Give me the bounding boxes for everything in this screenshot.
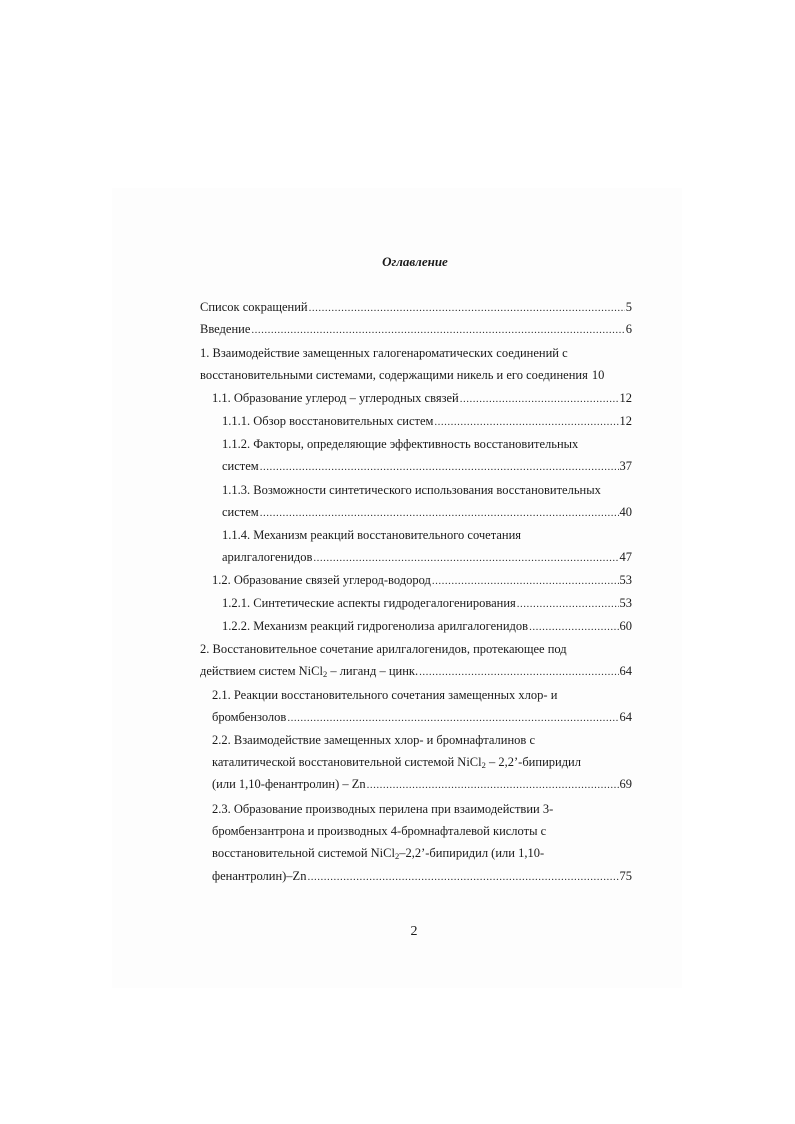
toc-entry-text: фенантролин)–Zn	[212, 869, 307, 883]
toc-entry-text: действием систем NiCl$_2$ – лиганд – цинк.	[200, 664, 419, 679]
toc-page: 69	[619, 777, 632, 791]
toc-entry-1-1-3-line1[interactable]: 1.1.3. Возможности синтетического использования восстановительных	[222, 483, 601, 497]
dot-leader	[251, 321, 624, 339]
dot-leader	[260, 504, 619, 522]
dot-leader	[307, 868, 618, 886]
dot-leader	[432, 572, 619, 590]
toc-page: 75	[619, 869, 632, 883]
page-number: 2	[410, 924, 418, 939]
toc-entry-2-2-line1[interactable]: 2.2. Взаимодействие замещенных хлор- и бромнафталинов с	[212, 733, 536, 747]
toc-entry-1-1-1[interactable]	[222, 412, 632, 430]
toc-entry-text: 1.2.1. Синтетические аспекты гидродегалогенирования	[222, 596, 516, 610]
toc-entry-2-1-line1[interactable]: 2.1. Реакции восстановительного сочетания замещенных хлор- и	[212, 688, 558, 702]
toc-entry-text: систем	[222, 505, 259, 519]
toc-entry-1-1-4-line1[interactable]: 1.1.4. Механизм реакций восстановительного сочетания	[222, 528, 522, 542]
dot-leader	[309, 299, 625, 317]
toc-entry-1-1-2[interactable]	[222, 457, 632, 475]
toc-entry-text: 1.1. Образование углерод – углеродных связей	[212, 391, 459, 405]
dot-leader	[260, 458, 619, 476]
toc-page: 64	[619, 664, 632, 678]
toc-page: 10	[591, 368, 605, 382]
dot-leader	[529, 618, 618, 636]
dot-leader	[313, 549, 618, 567]
page-title: Оглавление	[382, 254, 448, 269]
toc-entry-chapter-1-line1[interactable]: 1. Взаимодействие замещенных галогенароматических соединений с	[200, 346, 568, 360]
dot-leader	[434, 413, 618, 431]
toc-entry-text: Список сокращений	[200, 300, 308, 314]
toc-page: 60	[619, 619, 632, 633]
toc-entry-text: арилгалогенидов	[222, 550, 313, 564]
toc-entry-2-3-line1[interactable]: 2.3. Образование производных перилена при взаимодействии 3-	[212, 802, 554, 816]
toc-entry-introduction[interactable]	[200, 320, 632, 338]
dot-leader	[460, 390, 619, 408]
toc-page: 5	[625, 300, 632, 314]
toc-entry-chapter-2[interactable]	[200, 662, 632, 680]
toc-entry-text: восстановительными системами, содержащими никель и его соединения	[200, 368, 588, 382]
dot-leader	[419, 663, 618, 681]
toc-entry-2-2-line2[interactable]: каталитической восстановительной системой NiCl$_2$ – 2,2’-бипиридил	[212, 755, 581, 770]
toc-entry-1-2-2[interactable]	[222, 617, 632, 635]
toc-page: 64	[619, 710, 632, 724]
toc-entry-text: бромбензолов	[212, 710, 287, 724]
toc-entry-text: 1.2. Образование связей углерод-водород	[212, 573, 431, 587]
toc-entry-abbreviations[interactable]	[200, 298, 632, 316]
toc-entry-chapter-1[interactable]	[200, 366, 632, 384]
toc-page: 53	[619, 596, 632, 610]
toc-entry-1-2[interactable]	[212, 571, 632, 589]
toc-entry-1-2-1[interactable]	[222, 594, 632, 612]
dot-leader	[287, 709, 618, 727]
toc-entry-2-3[interactable]	[212, 867, 632, 885]
toc-entry-text: (или 1,10-фенантролин) – Zn	[212, 777, 366, 791]
toc-entry-text: Введение	[200, 322, 251, 336]
toc-entry-2-1[interactable]	[212, 708, 632, 726]
dot-leader	[367, 776, 619, 794]
toc-page: 53	[619, 573, 632, 587]
toc-entry-text: систем	[222, 459, 259, 473]
toc-entry-1-1[interactable]	[212, 389, 632, 407]
toc-page: 40	[619, 505, 632, 519]
toc-page: 12	[619, 391, 632, 405]
toc-entry-text: 1.2.2. Механизм реакций гидрогенолиза арилгалогенидов	[222, 619, 529, 633]
toc-page: 6	[625, 322, 632, 336]
toc-entry-chapter-2-line1[interactable]: 2. Восстановительное сочетание арилгалогенидов, протекающее под	[200, 642, 567, 656]
toc-entry-2-3-line2[interactable]: бромбензантрона и производных 4-бромнафталевой кислоты с	[212, 824, 547, 838]
toc-page: 47	[619, 550, 632, 564]
dot-leader	[517, 595, 619, 613]
toc-entry-text: 1.1.1. Обзор восстановительных систем	[222, 414, 434, 428]
toc-entry-2-2[interactable]	[212, 775, 632, 793]
toc-page: 37	[619, 459, 632, 473]
toc-page: 12	[619, 414, 632, 428]
toc-entry-1-1-2-line1[interactable]: 1.1.2. Факторы, определяющие эффективность восстановительных	[222, 437, 579, 451]
toc-entry-2-3-line3[interactable]: восстановительной системой NiCl$_2$–2,2’-бипиридил (или 1,10-	[212, 846, 545, 861]
toc-entry-1-1-4[interactable]	[222, 548, 632, 566]
toc-entry-1-1-3[interactable]	[222, 503, 632, 521]
